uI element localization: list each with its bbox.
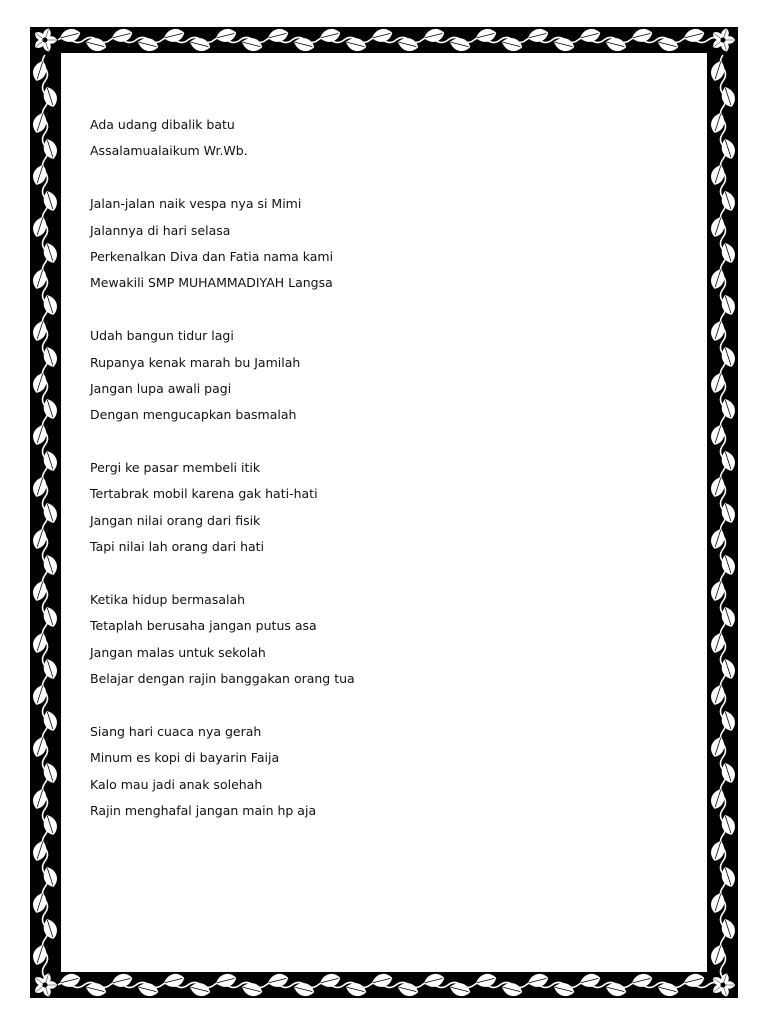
poem-line: Dengan mengucapkan basmalah xyxy=(90,407,297,423)
poem-line: Ada udang dibalik batu xyxy=(90,117,235,132)
stanza xyxy=(90,587,690,693)
poem-line: Rupanya kenak marah bu Jamilah xyxy=(90,354,301,370)
stanza-gap xyxy=(90,561,690,587)
corner-flower-center xyxy=(721,983,726,988)
poem-text-block xyxy=(90,112,690,825)
poem-line: Jalan-jalan naik vespa nya si Mimi xyxy=(90,196,302,212)
poem-line: Ketika hidup bermasalah xyxy=(90,592,246,608)
stanza-gap xyxy=(90,429,690,455)
stanza xyxy=(90,719,690,825)
poem-line: Tapi nilai lah orang dari hati xyxy=(90,539,265,555)
poem-line: Kalo mau jadi anak solehah xyxy=(90,776,263,792)
poem-line: Jalannya di hari selasa xyxy=(90,222,231,238)
poem-line: Assalamualaikum Wr.Wb. xyxy=(90,143,248,159)
corner-flower-center xyxy=(721,38,726,43)
poem-line: Perkenalkan Diva dan Fatia nama kami xyxy=(90,248,334,264)
corner-flower-center xyxy=(43,38,48,43)
stanza xyxy=(90,191,690,297)
poem-line: Mewakili SMP MUHAMMADIYAH Langsa xyxy=(90,275,333,291)
stanza xyxy=(90,455,690,561)
stanza xyxy=(90,112,690,165)
poem-line: Tertabrak mobil karena gak hati-hati xyxy=(90,486,318,502)
poem-line: Tetaplah berusaha jangan putus asa xyxy=(90,618,317,634)
poem-line: Udah bangun tidur lagi xyxy=(90,328,234,344)
poem-line: Belajar dengan rajin banggakan orang tua xyxy=(90,671,355,687)
poem-line: Rajin menghafal jangan main hp aja xyxy=(90,803,317,819)
poem-line: Siang hari cuaca nya gerah xyxy=(90,723,262,739)
stanza-gap xyxy=(90,693,690,719)
poem-line: Jangan lupa awali pagi xyxy=(90,380,232,396)
poem-line: Minum es kopi di bayarin Faija xyxy=(90,750,280,766)
stanza-gap xyxy=(90,297,690,323)
poem-line: Jangan malas untuk sekolah xyxy=(90,644,266,660)
stanza-gap xyxy=(90,165,690,191)
poem-line: Pergi ke pasar membeli itik xyxy=(90,460,261,476)
corner-flower-center xyxy=(43,983,48,988)
poem-line: Jangan nilai orang dari fisik xyxy=(90,512,261,528)
stanza xyxy=(90,323,690,429)
